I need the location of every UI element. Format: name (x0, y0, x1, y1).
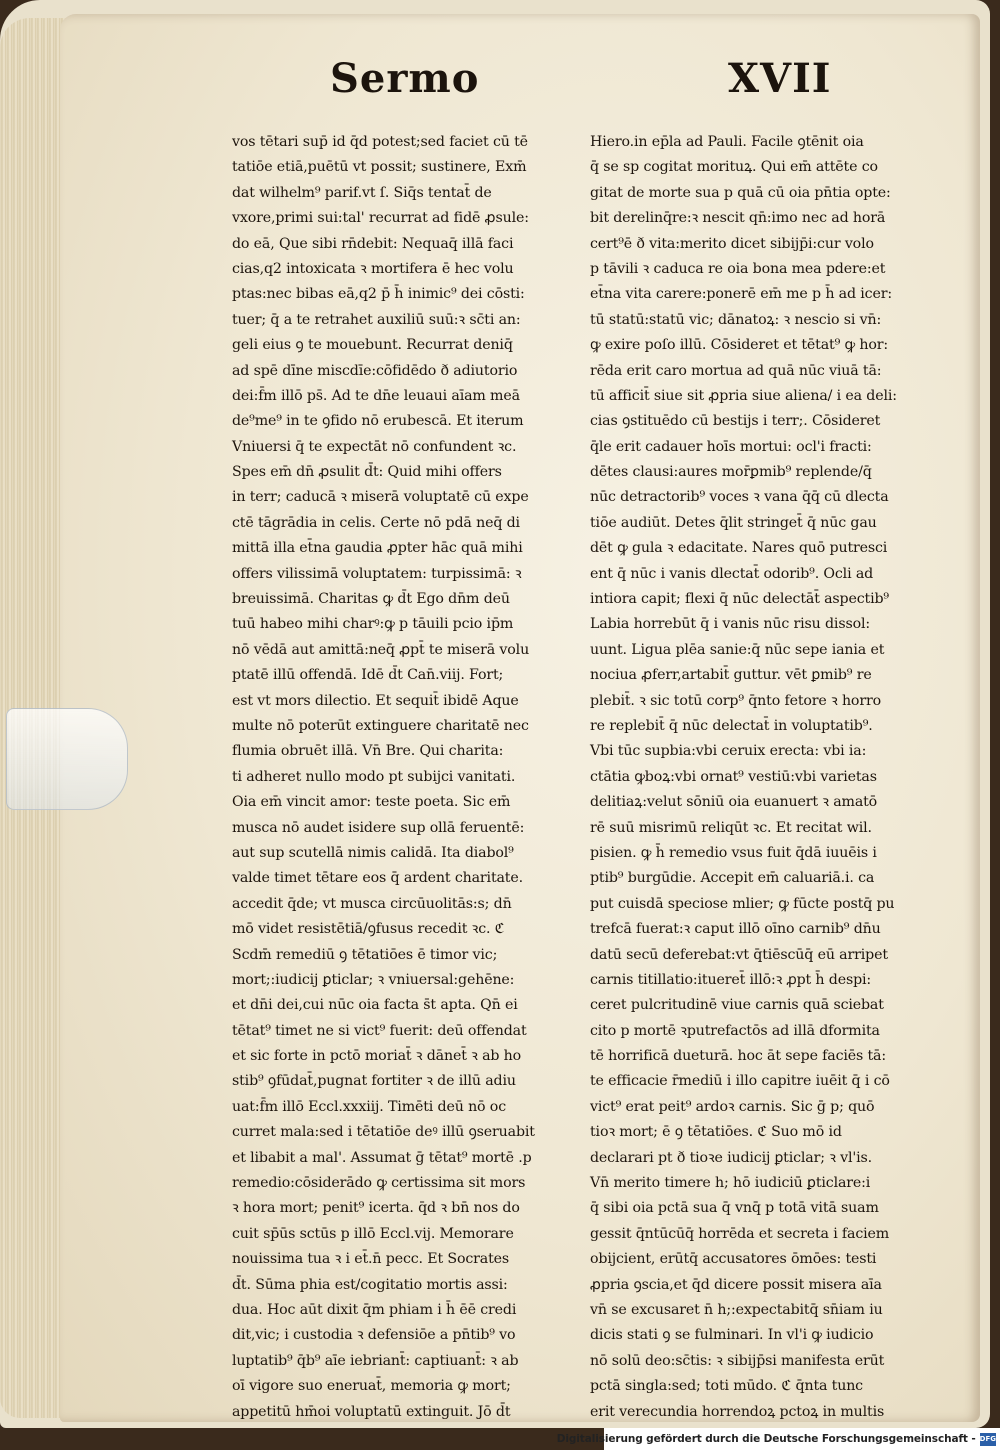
text-line: dit,vic; i custodia ꝛ defensiōe a pn̄tib⁹ vo (232, 1327, 516, 1344)
text-line: nouissima tua ꝛ i et̄.n̄ pecc. Et Socrates (232, 1251, 510, 1268)
text-line: Labia horrebūt q̄ i vanis nūc risu dissol: (590, 616, 870, 633)
text-line: tioꝛ mort; ē ꝯ tētatiōes. ℭ Suo mō id (590, 1124, 842, 1141)
digitization-footer (556, 1428, 1000, 1450)
text-line: ti adheret nullo modo pt subijci vanitati. (232, 768, 516, 785)
text-column-right (590, 130, 958, 1425)
text-line: q̄le erit cadauer hoīs mortui: ocl'i fracti: (590, 438, 872, 455)
text-line: pisien. ꝙ h̄ remedio vsus fuit q̄dā iuuēis i (590, 844, 877, 861)
text-line: dei:f̄m illō ps̄. Ad te dn̄e leuaui aīam meā (232, 387, 520, 404)
text-line: flumia obruēt illā. Vn̄ Bre. Qui charita: (232, 743, 504, 760)
text-line: tētat⁹ timet ne si vict⁹ fuerit: deū offendat (232, 1022, 527, 1039)
text-line: aut sup scutellā nimis calidā. Ita diabol⁹ (232, 844, 514, 861)
text-line: cert⁹ē ð vita:merito dicet sibijp̄i:cur volo (590, 235, 874, 252)
text-line: et dn̄i dei,cui nūc oia facta s̄t apta. Qn̄ ei (232, 997, 518, 1014)
text-line: ptas:nec bibas eā,q2 p̄ h̄ inimic⁹ dei cōsti: (232, 286, 525, 303)
text-line: trefcā fuerat:ꝛ caput illō oīno carnib⁹ dn̄u (590, 921, 881, 938)
text-line: offers vilissimā voluptatem: turpissimā: ꝛ (232, 565, 522, 582)
text-line: dua. Hoc aūt dixit q̄m phiam i h̄ ēē credi (232, 1301, 517, 1318)
text-line: cias,q2 intoxicata ꝛ mortifera ē hec volu (232, 260, 514, 277)
text-line: ctātia ꝙboꝝ:vbi ornat⁹ vestiū:vbi varietas (590, 768, 877, 785)
text-line: datū secū deferebat:vt q̄tiēscūq̄ eū arripet (590, 946, 888, 963)
text-line: tuer; q̄ a te retrahet auxiliū suū:ꝛ sc̄ti an: (232, 311, 521, 328)
text-line: mittā illa et̄na gaudia ꝓpter hāc quā mihi (232, 540, 523, 557)
funding-credit: Digitalisierung gefördert durch die Deutsche Forschungsgemeinschaft - (556, 1433, 976, 1445)
text-line: et̄na vita carere:ponerē em̄ me p h̄ ad icer: (590, 286, 892, 303)
text-line: de⁹me⁹ in te ꝯfido nō erubescā. Et iterum (232, 413, 524, 430)
text-line: Spes em̄ dn̄ ꝓsulit d̄t: Quid mihi offers (232, 464, 502, 481)
text-line: mō videt resistētiā/ꝯfusus recedit ꝛc. ℭ (232, 921, 505, 938)
text-line: put cuisdā speciose mlier; ꝙ fūcte postq̄ pu (590, 895, 895, 912)
text-line: gessit q̄ntūcūq̄ horrēda et secreta i faciem (590, 1225, 890, 1242)
text-line: curret mala:sed i tētatiōe deꝰ illū ꝯseruabit (232, 1124, 535, 1141)
text-line: ptatē illū offendā. Idē d̄t Can̄.viij. Fort; (232, 667, 504, 684)
text-line: cuit sp̄ūs sctūs p illō Eccl.vij. Memorare (232, 1225, 514, 1242)
text-line: carnis titillatio:itueret̄ illō:ꝛ ꝓpt h̄ despi: (590, 971, 872, 988)
text-line: remedio:cōsiderādo ꝙ certissima sit mors (232, 1175, 526, 1192)
running-head-left: Sermo (330, 55, 480, 102)
text-line: ctē tāgrādia in celis. Certe nō pdā neq̄ di (232, 514, 520, 531)
text-line: et sic forte in pctō moriat̄ ꝛ dānet̄ ꝛ ab ho (232, 1048, 522, 1065)
text-line: q̄ se sp cogitat morituꝝ. Qui em̄ attēte co (590, 159, 878, 176)
text-line: est vt mors dilectio. Et sequit̄ ibidē Aque (232, 692, 519, 709)
text-line: tuū habeo mihi charꝰ:ꝙ p tāuili pcio ip̄m (232, 616, 514, 633)
text-line: tatiōe etiā,puētū vt possit; sustinere, Exm̄ (232, 159, 527, 176)
folio-number: XVII (728, 55, 832, 102)
text-line: do eā, Que sibi rn̄debit: Nequaq̄ illā faci (232, 235, 514, 252)
text-column-left (232, 130, 574, 1425)
text-line: Scdm̄ remediū ꝯ tētatiōes ē timor vic; (232, 946, 498, 963)
text-line: valde timet tētare eos q̄ ardent charitate. (232, 870, 523, 887)
text-line: vict⁹ erat peit⁹ ardoꝛ carnis. Sic ḡ p; quō (590, 1098, 875, 1115)
text-line: vos tētari sup̄ id q̄d potest;sed faciet cū tē (232, 134, 528, 150)
text-line: appetitū hm̄oi voluptatū extinguit. Jō d̄t (232, 1403, 511, 1420)
text-line: nō solū deo:sc̄tis: ꝛ sibijp̄si manifesta erūt (590, 1352, 885, 1369)
text-line: bit derelinq̄re:ꝛ nescit qn̄:imo nec ad horā (590, 210, 886, 227)
text-line: tū statū:statū vic; dānatoꝝ: ꝛ nescio si vn̄: (590, 311, 882, 328)
text-line: p tāvili ꝛ caduca re oia bona mea pdere:et (590, 260, 886, 277)
text-line: in terr; caducā ꝛ miserā voluptatē cū expe (232, 489, 529, 506)
text-line: nociua ꝓferr,artabit̄ guttur. vēt ꝑmib⁹ re (590, 667, 872, 684)
text-line: rē suū misrimū reliqūt ꝛc. Et recitat wil. (590, 819, 872, 836)
text-line: q̄ sibi oia pctā sua q̄ vnq̄ p totā vitā suam (590, 1200, 879, 1217)
text-line: dētes clausi:aures mor̄ꝑmib⁹ replende/q̄ (590, 464, 872, 481)
text-line: tiōe audiūt. Detes q̄lit stringet̄ q̄ nūc gau (590, 514, 877, 531)
text-line: te efficacie r̄mediū i illo capitre iuēit q̄ i cō (590, 1073, 890, 1090)
text-line: mort;:iudicij ꝑticlar; ꝛ vniuersal:gehēne: (232, 971, 515, 988)
text-line: Vn̄ merito timere h; hō iudiciū ꝑticlare:i (590, 1175, 871, 1192)
text-line: dicis stati ꝯ se fulminari. In vl'i ꝙ iudicio (590, 1327, 874, 1344)
text-line: erit verecundia horrendoꝝ pctoꝝ in multis (590, 1403, 885, 1420)
text-line: uat:f̄m illō Eccl.xxxiij. Timēti deū nō oc (232, 1098, 506, 1115)
text-line: et libabit a mal'. Assumat ḡ tētat⁹ mortē .p (232, 1149, 532, 1166)
text-line: pctā singla:sed; toti mūdo. ℭ q̄nta tunc (590, 1378, 863, 1395)
text-line: breuissimā. Charitas ꝙ d̄t Ego dn̄m deū (232, 591, 510, 608)
text-line: cias ꝯstituēdo cū bestijs i terr;. Cōsideret (590, 413, 881, 430)
text-line: dat wilhelm⁹ parif.vt ſ. Siq̄s tentat̄ de (232, 184, 492, 201)
text-line: declarari pt ð tioꝛe iudicij ꝑticlar; ꝛ vl'is. (590, 1149, 873, 1166)
text-line: luptatib⁹ q̄b⁹ aīe iebriant̄: captiuant̄: ꝛ ab (232, 1352, 519, 1369)
text-line: multe nō poterūt extinguere charitatē nec (232, 717, 529, 734)
text-line: cito p mortē ꝛputrefactōs ad illā dformita (590, 1022, 880, 1039)
text-line: dēt ꝙ gula ꝛ edacitate. Nares quō putresci (590, 540, 888, 557)
text-line: Oia em̄ vincit amor: teste poeta. Sic em̄ (232, 794, 511, 811)
text-line: ent q̄ nūc i vanis dlectat̄ odorib⁹. Ocli ad (590, 565, 874, 582)
text-line: tū afficit̄ siue sit ꝓpria siue aliena/ i ea deli: (590, 387, 897, 404)
text-line: obijcient, erūtq̄ accusatores ōmōes: testi (590, 1251, 877, 1268)
text-line: ad spē dīne miscdīe:cōfidēdo ð adiutorio (232, 362, 518, 379)
text-line: geli eius ꝯ te mouebunt. Recurrat deniq̄ (232, 337, 513, 354)
text-line: ꝛ hora mort; penit⁹ icerta. q̄d ꝛ bn̄ nos do (232, 1200, 520, 1217)
text-line: nō vēdā aut amittā:neq̄ ꝓpt̄ te miserā volu (232, 641, 530, 658)
text-line: ptib⁹ burgūdie. Accepit em̄ caluariā.i. ca (590, 870, 875, 887)
text-line: delitiaꝝ:velut sōniū oia euanuert ꝛ amatō (590, 794, 878, 811)
text-line: Vniuersi q̄ te expectāt nō confundent ꝛc. (232, 438, 517, 455)
text-line: uunt. Ligua plēa sanie:q̄ nūc sepe iania et (590, 641, 885, 658)
text-line: Hiero.in ep̄la ad Pauli. Facile ꝯtēnit oia (590, 134, 864, 150)
text-line: Vbi tūc supbia:vbi ceruix erecta: vbi ia: (590, 743, 867, 760)
text-line: d̄t. Sūma phia est/cogitatio mortis assi: (232, 1276, 508, 1293)
text-line: stib⁹ ꝯfūdat̄,pugnat fortiter ꝛ de illū adiu (232, 1073, 516, 1090)
text-line: plebit̄. ꝛ sic totū corp⁹ q̄nto fetore ꝛ horro (590, 692, 881, 709)
text-line: vxore,primi sui:tal' recurrat ad fidē ꝓsule: (232, 210, 529, 227)
text-line: ꝙ exire poſo illū. Cōsideret et tētat⁹ ꝙ hor: (590, 337, 888, 354)
text-line: re replebit̄ q̄ nūc delectat̄ in voluptatib⁹. (590, 717, 873, 734)
page-clip (6, 708, 128, 810)
text-line: tē horrificā dueturā. hoc āt sepe faciēs tā: (590, 1048, 886, 1065)
text-line: accedit q̄de; vt musca circūuolitās:s; dn̄ (232, 895, 512, 912)
text-line: rēda erit caro mortua ad quā nūc viuā tā: (590, 362, 882, 379)
text-line: musca nō audet isidere sup ollā feruentē: (232, 819, 525, 836)
text-line: vn̄ se excusaret n̄ h;:expectabitq̄ sn̄iam iu (590, 1301, 883, 1318)
text-line: ceret pulcritudinē viue carnis quā sciebat (590, 997, 884, 1014)
text-line: ꝓpria ꝯscia,et q̄d dicere possit misera aīa (590, 1276, 882, 1293)
text-line: intiora capit; flexi q̄ nūc delectāt̄ aspectib⁹ (590, 591, 889, 608)
dfg-logo-icon: DFG (980, 1433, 996, 1446)
text-line: gitat de morte sua p quā cū oia pn̄tia opte: (590, 184, 891, 201)
text-line: oī vigore suo eneruat̄, memoria ꝙ mort; (232, 1378, 511, 1395)
text-line: nūc detractorib⁹ voces ꝛ vana q̄q̄ cū dlecta (590, 489, 889, 506)
